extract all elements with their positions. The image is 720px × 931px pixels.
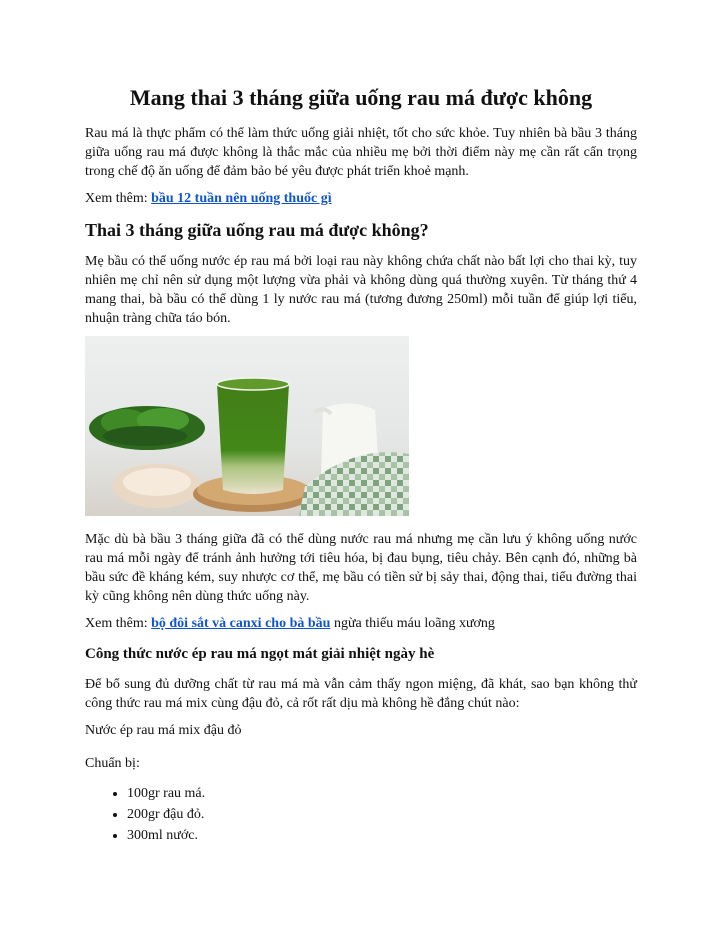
ingredient-list: [85, 783, 637, 846]
page-title: Mang thai 3 tháng giữa uống rau má được không: [129, 85, 593, 110]
see-also-1: [85, 189, 637, 208]
section-heading: Thai 3 tháng giữa uống rau má được không?: [85, 220, 429, 240]
paragraph-3: Để bổ sung đủ dưỡng chất từ rau má mà vẫn cảm thấy ngon miệng, đã khát, sao bạn không thử công thức rau má mix cùng đậu đỏ, cả rốt rất dịu mà không hề đắng chút nào:: [85, 677, 637, 711]
paragraph-1: Mẹ bầu có thể uống nước ép rau má bởi loại rau này không chứa chất nào bất lợi cho thai kỳ, tuy nhiên mẹ chỉ nên sử dụng một lượng vừa phải và không dùng quá thường xuyên. Từ tháng thứ 4 mang thai, bà bầu có thể dùng 1 ly nước rau má (tương đương 250ml) mỗi tuần để giúp lợi tiểu, nhuận tràng chữa táo bón.: [85, 254, 637, 326]
see-also-link-1[interactable]: bầu 12 tuần nên uống thuốc gì: [151, 191, 332, 206]
see-also-link-2[interactable]: bộ đôi sắt và canxi cho bà bầu: [151, 616, 331, 631]
article: [85, 84, 637, 846]
prepare-label: Chuẩn bị:: [85, 756, 140, 771]
paragraph-2: Mặc dù bà bầu 3 tháng giữa đã có thể dùng nước rau má nhưng mẹ cần lưu ý không uống nước rau má mỗi ngày để tránh ảnh hưởng tới tiêu hóa, bị đau bụng, tiêu chảy. Bên cạnh đó, những bà bầu sức đề kháng kém, suy nhược cơ thể, mẹ bầu có tiền sử bị sảy thai, động thai, tiểu đường thai kỳ cũng không nên dùng thức uống này.: [85, 532, 637, 604]
see-also-prefix: Xem thêm:: [85, 616, 152, 631]
gotu-kola-juice-photo: [85, 336, 409, 516]
recipe-heading: Công thức nước ép rau má ngọt mát giải nhiệt ngày hè: [85, 646, 435, 662]
see-also-prefix: Xem thêm:: [85, 191, 152, 206]
see-also-suffix: ngừa thiếu máu loãng xương: [330, 616, 495, 631]
list-item: • 300ml nước.: [127, 825, 637, 846]
intro-paragraph: Rau má là thực phẩm có thể làm thức uống giải nhiệt, tốt cho sức khỏe. Tuy nhiên bà bầu 3 tháng giữa uống rau má được không là thắc mắc của nhiều mẹ bởi thời điểm này mẹ cần rất cẩn trọng trong chế độ ăn uống để đảm bảo bé yêu được phát triển khoẻ mạnh.: [85, 126, 637, 179]
juice-illustration: [85, 336, 409, 516]
list-item: • 200gr đậu đỏ.: [127, 804, 637, 825]
see-also-2: [85, 614, 637, 633]
recipe-name: Nước ép rau má mix đậu đỏ: [85, 723, 242, 738]
list-item: • 100gr rau má.: [127, 783, 637, 804]
